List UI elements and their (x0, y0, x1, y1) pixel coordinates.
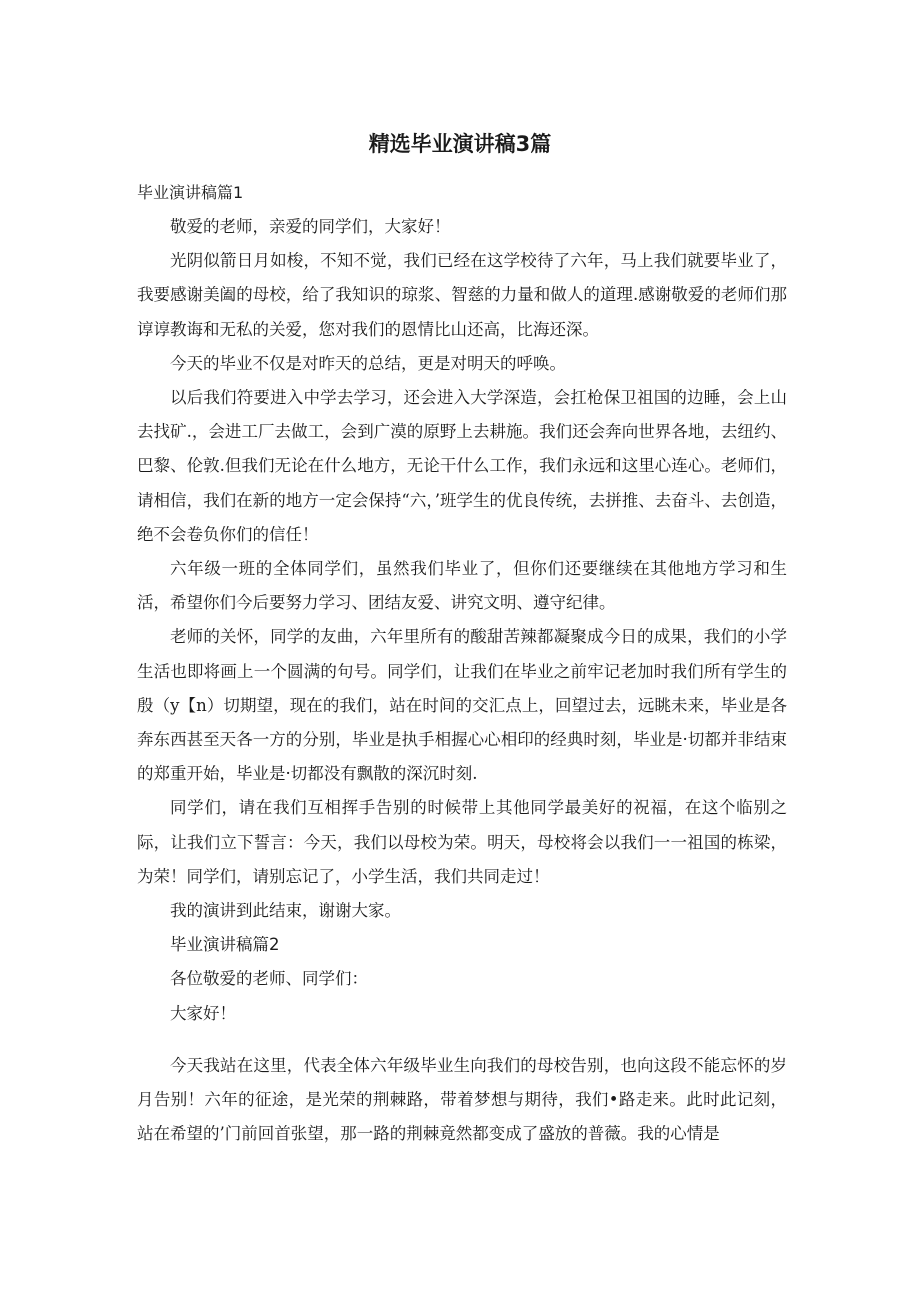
paragraph: 敬爱的老师，亲爱的同学们，大家好！ (170, 217, 451, 236)
document-title: 精选毕业演讲稿3篇 (368, 132, 552, 156)
paragraph: 老师的关怀，同学的友曲，六年里所有的酸甜苦辣都凝聚成今日的成果，我们的小学生活也即将画上一个圆满的句号。同学们，让我们在毕业之前牢记老加时我们所有学生的殷（y【n）切期望，现在的我们，站在时间的交汇点上，回望过去，远眺未来，毕业是各奔东西甚至天各一方的分别，毕业是执手相握心心相印的经典时刻，毕业是·切都并非结束的郑重开始，毕业是·切都没有飘散的深沉时刻. (137, 627, 787, 784)
paragraph: 今天的毕业不仅是对昨天的总结，更是对明天的呼唤。 (170, 353, 566, 373)
paragraph: 六年级一班的全体同学们，虽然我们毕业了，但你们还要继续在其他地方学习和生活，希望你们今后要努力学习、团结友爱、讲究文明、遵守纪律。 (137, 559, 787, 613)
paragraph: 我的演讲到此结束，谢谢大家。 (170, 901, 401, 921)
paragraph: 光阴似箭日月如梭，不知不觉，我们已经在这学校待了六年，马上我们就要毕业了，我要感谢美阖的母校，给了我知识的琼浆、智慈的力量和做人的道理.感谢敬爱的老师们那谆谆教诲和无私的关爱，您对我们的恩情比山还高，比海还深。 (137, 251, 787, 339)
section-heading-2: 毕业演讲稿篇2 (170, 935, 280, 955)
paragraph: 同学们，请在我们互相挥手告别的时候带上其他同学最美好的祝福，在这个临别之际，让我们立下誓言：今天，我们以母校为荣。明天，母校将会以我们一一祖国的栋梁，为荣！同学们，请别忘记了，小学生活，我们共同走过！ (137, 798, 787, 886)
paragraph: 今天我站在这里，代表全体六年级毕业生向我们的母校告别，也向这段不能忘怀的岁月告别！六年的征途，是光荣的荆棘路，带着梦想与期待，我们•路走来。此时此记刻，站在希望的’门前回首张望，那一路的荆棘竟然都变成了盛放的普薇。我的心情是 (137, 1055, 787, 1144)
paragraph: 大家好！ (170, 1003, 236, 1023)
document-body (137, 210, 787, 1151)
paragraph: 以后我们符要进入中学去学习，还会进入大学深造，会扛枪保卫祖国的边睡，会上山去找矿.，会进工厂去做工，会到广漠的原野上去耕施。我们还会奔向世界各地，去纽约、巴黎、伦敦.但我们无论在什么地方，无论干什么工作，我们永远和这里心连心。老师们，请相信，我们在新的地方一定会保持“六，’班学生的优良传统，去拼推、去奋斗、去创造，绝不会卷负你们的信任！ (137, 388, 787, 544)
paragraph: 各位敬爱的老师、同学们： (170, 969, 368, 989)
section-heading-1: 毕业演讲稿篇1 (137, 183, 244, 202)
